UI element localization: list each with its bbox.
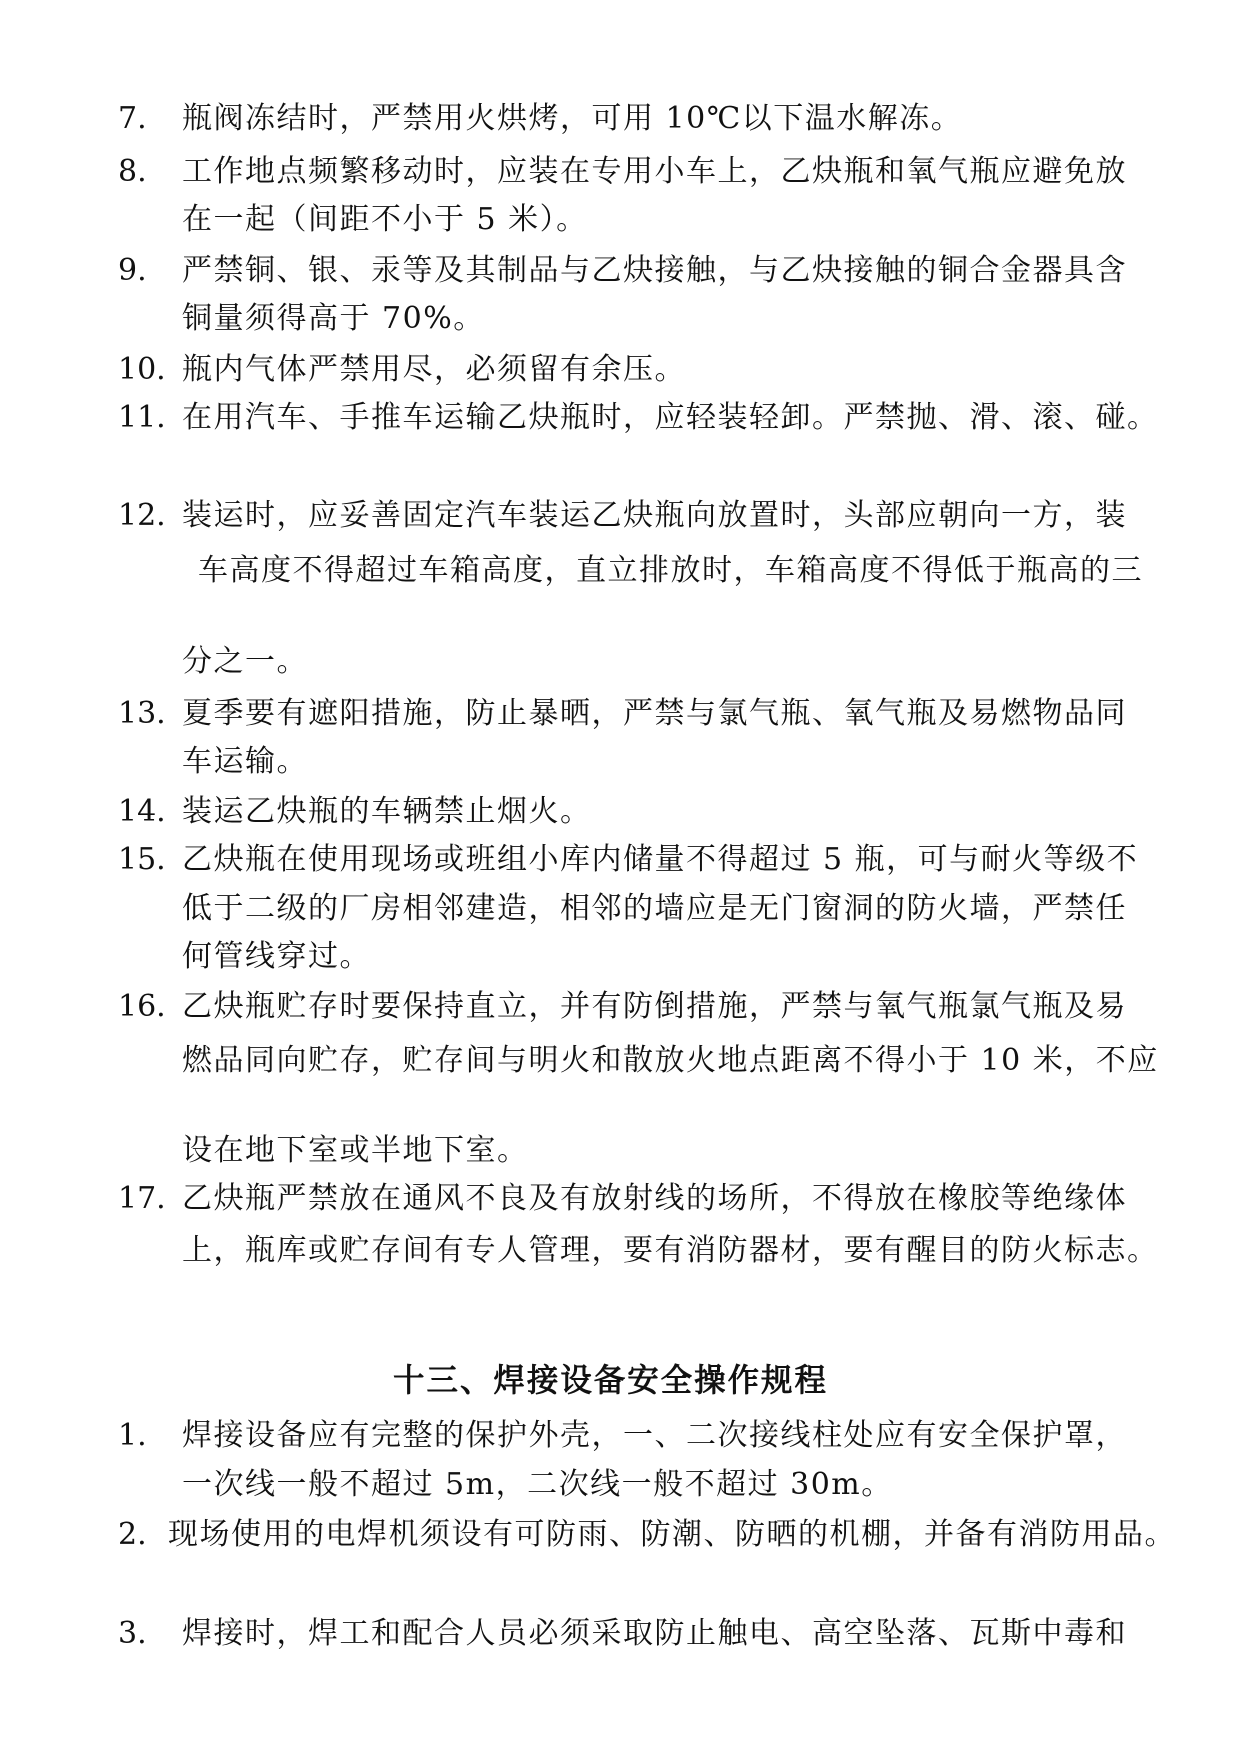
item-text-line: 燃品同向贮存，贮存间与明火和散放火地点距离不得小于 10 米，不应 xyxy=(182,1043,1159,1078)
item-number: 11. xyxy=(118,400,166,435)
item-text-line: 装运乙炔瓶的车辆禁止烟火。 xyxy=(182,794,592,829)
item-text-line: 在用汽车、手推车运输乙炔瓶时，应轻装轻卸。严禁抛、滑、滚、碰。 xyxy=(182,400,1159,435)
item-text-line: 焊接时，焊工和配合人员必须采取防止触电、高空坠落、瓦斯中毒和 xyxy=(182,1616,1127,1651)
item-number: 2. xyxy=(118,1517,147,1552)
item-text-line: 铜量须得高于 70%。 xyxy=(182,301,485,336)
item-text-line: 乙炔瓶贮存时要保持直立，并有防倒措施，严禁与氧气瓶氯气瓶及易 xyxy=(182,989,1127,1024)
item-number: 17. xyxy=(118,1181,166,1216)
item-text-line: 装运时，应妥善固定汽车装运乙炔瓶向放置时，头部应朝向一方，装 xyxy=(182,498,1127,533)
item-text-line: 瓶阀冻结时，严禁用火烘烤，可用 10℃以下温水解冻。 xyxy=(182,101,963,136)
item-number: 8. xyxy=(118,154,147,189)
item-number: 14. xyxy=(118,794,166,829)
item-text-line: 设在地下室或半地下室。 xyxy=(182,1133,529,1168)
item-number: 10. xyxy=(118,352,166,387)
item-number: 3. xyxy=(118,1616,147,1651)
item-text-line: 乙炔瓶在使用现场或班组小库内储量不得超过 5 瓶，可与耐火等级不 xyxy=(182,842,1139,877)
item-number: 1. xyxy=(118,1418,147,1453)
item-text-line: 瓶内气体严禁用尽，必须留有余压。 xyxy=(182,352,686,387)
item-text-line: 车高度不得超过车箱高度，直立排放时，车箱高度不得低于瓶高的三 xyxy=(198,553,1143,588)
item-number: 9. xyxy=(118,253,147,288)
item-text-line: 一次线一般不超过 5m，二次线一般不超过 30m。 xyxy=(182,1467,893,1502)
item-text-line: 焊接设备应有完整的保护外壳，一、二次接线柱处应有安全保护罩， xyxy=(182,1418,1127,1453)
item-text-line: 低于二级的厂房相邻建造，相邻的墙应是无门窗洞的防火墙，严禁任 xyxy=(182,891,1127,926)
item-number: 12. xyxy=(118,498,166,533)
item-text-line: 何管线穿过。 xyxy=(182,939,371,974)
item-text-line: 夏季要有遮阳措施，防止暴晒，严禁与氯气瓶、氧气瓶及易燃物品同 xyxy=(182,696,1127,731)
item-text-line: 车运输。 xyxy=(182,744,308,779)
item-text-line: 严禁铜、银、汞等及其制品与乙炔接触，与乙炔接触的铜合金器具含 xyxy=(182,253,1127,288)
item-text-line: 乙炔瓶严禁放在通风不良及有放射线的场所，不得放在橡胶等绝缘体 xyxy=(182,1181,1127,1216)
item-number: 7. xyxy=(118,101,147,136)
item-text-line: 在一起（间距不小于 5 米）。 xyxy=(182,202,588,237)
item-text-line: 上，瓶库或贮存间有专人管理，要有消防器材，要有醒目的防火标志。 xyxy=(182,1233,1159,1268)
item-number: 13. xyxy=(118,696,166,731)
item-number: 15. xyxy=(118,842,166,877)
item-text-line: 分之一。 xyxy=(182,644,308,679)
section-heading: 十三、焊接设备安全操作规程 xyxy=(393,1361,828,1399)
item-number: 16. xyxy=(118,989,166,1024)
item-text-line: 现场使用的电焊机须设有可防雨、防潮、防晒的机棚，并备有消防用品。 xyxy=(168,1517,1176,1552)
item-text-line: 工作地点频繁移动时，应装在专用小车上，乙炔瓶和氧气瓶应避免放 xyxy=(182,154,1127,189)
